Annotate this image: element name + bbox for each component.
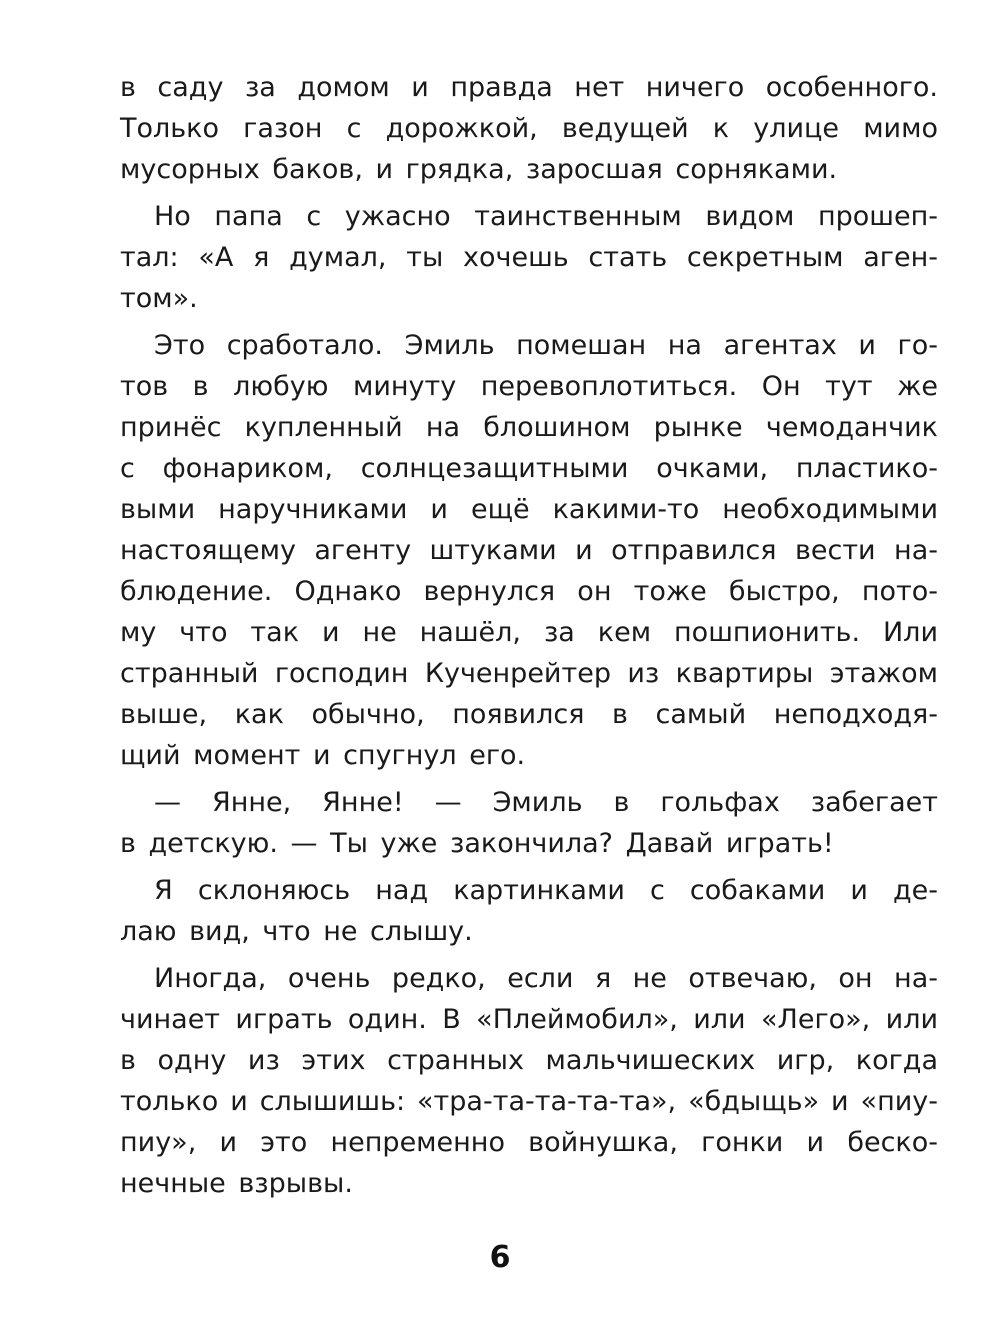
text-line: нечные взрывы. [120, 1168, 353, 1199]
text-line: только и слышишь: «тра-та-та-та-та», «бдыщь» и «пиу- [120, 1086, 938, 1117]
text-line: Это сработало. Эмиль помешан на агентах и го- [154, 330, 938, 361]
text-line: принёс купленный на блошином рынке чемоданчик [120, 412, 938, 443]
text-line: тал: «А я думал, ты хочешь стать секретным аген- [120, 242, 938, 273]
page-number: 6 [489, 1240, 511, 1275]
text-line: выми наручниками и ещё какими-то необходимыми [120, 494, 938, 525]
paragraph-1 [120, 67, 938, 190]
paragraph-2 [120, 196, 938, 319]
text-line: тов в любую минуту перевоплотиться. Он тут же [120, 371, 938, 402]
text-line: чинает играть один. В «Плеймобил», или «Лего», или [120, 1004, 938, 1035]
text-line: Иногда, очень редко, если я не отвечаю, он на- [154, 963, 938, 994]
paragraph-3 [120, 325, 938, 776]
text-line: блюдение. Однако вернулся он тоже быстро, пото- [120, 576, 938, 607]
text-line: Я склоняюсь над картинками с собаками и де- [154, 875, 938, 906]
page-body [120, 67, 938, 1210]
text-line: настоящему агенту штуками и отправился вести на- [120, 535, 938, 566]
text-line: с фонариком, солнцезащитными очками, пластико- [120, 453, 938, 484]
text-line: в детскую. — Ты уже закончила? Давай играть! [120, 828, 834, 859]
text-line: лаю вид, что не слышу. [120, 916, 473, 947]
text-line: пиу», и это непременно войнушка, гонки и беско- [120, 1127, 938, 1158]
text-line: в одну из этих странных мальчишеских игр, когда [120, 1045, 938, 1076]
paragraph-4 [120, 782, 938, 864]
paragraph-5 [120, 870, 938, 952]
text-line: странный господин Кученрейтер из квартиры этажом [120, 658, 938, 689]
text-line: Но папа с ужасно таинственным видом прошеп- [154, 201, 938, 232]
text-line: Только газон с дорожкой, ведущей к улице мимо [120, 113, 938, 144]
text-line: в саду за домом и правда нет ничего особенного. [120, 72, 938, 103]
text-line: мусорных баков, и грядка, заросшая сорняками. [120, 154, 838, 185]
paragraph-6 [120, 958, 938, 1204]
text-line: — Янне, Янне! — Эмиль в гольфах забегает [154, 787, 938, 818]
text-line: выше, как обычно, появился в самый неподходя- [120, 699, 938, 730]
text-line: му что так и не нашёл, за кем пошпионить. Или [120, 617, 938, 648]
text-line: том». [120, 283, 198, 314]
text-line: щий момент и спугнул его. [120, 740, 526, 771]
